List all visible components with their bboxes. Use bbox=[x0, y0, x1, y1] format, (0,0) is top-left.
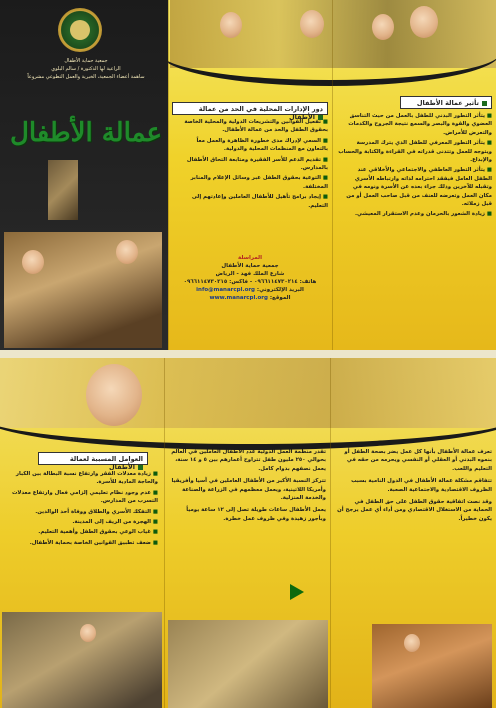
list-item: ■ تقديم الدعم للأسر الفقيرة ومتابعة التحاق الأطفال بالمدارس. bbox=[186, 156, 328, 172]
list-item: ■ يتأثر التطور المعرفي للطفل الذي يترك المدرسة ويتوجه للعمل وتتدنى قدراته في القراءة والكتابة والحساب والإبداع. bbox=[338, 140, 492, 164]
org-line-2: الراعية لها الدكتورة / سالم البلوي bbox=[51, 66, 121, 72]
child-photo bbox=[22, 250, 44, 274]
list-item: ■ غياب الوعي بحقوق الطفل وأهمية التعليم. bbox=[38, 529, 158, 536]
contact-phone: هاتف: ٠٩٦٦١١٤٧٣٠٢١٤ - فاكس: ٠٩٦٦١١٤٧٣٠٢١٥ bbox=[183, 279, 317, 285]
decorative-swoosh bbox=[0, 382, 496, 450]
list-item: ■ ضعف تطبيق القوانين الخاصة بحماية الأطفال. bbox=[29, 539, 158, 546]
stats-paragraph: تتركز النسبة الأكبر من الأطفال العاملين في آسيا وأفريقيا وأمريكا اللاتينية، ويعمل معظمهم في الزراعة والصناعة والخدمة المنزلية. bbox=[171, 478, 326, 502]
stats-paragraph: يعمل الأطفال ساعات طويلة تصل إلى ١٢ ساعة يومياً وبأجور زهيدة وفي ظروف عمل خطرة. bbox=[186, 507, 326, 522]
local-roles-list bbox=[174, 118, 328, 212]
child-photo bbox=[116, 240, 138, 264]
definition-paragraph: تعرف عمالة الأطفال بأنها كل عمل يضر بصحة الطفل أو بنموه البدني أو العقلي أو النفسي ويحرمه من حقه في التعليم واللعب. bbox=[344, 449, 492, 472]
list-item: ■ زيادة معدلات الفقر وارتفاع نسبة البطالة بين الكبار والحاجة المادية للأسرة. bbox=[15, 471, 158, 486]
brochure-title: عمالة الأطفال bbox=[9, 118, 163, 148]
brochure-inner-side bbox=[0, 358, 496, 708]
list-item: ■ السعي لإدراك مدى خطورة الظاهرة والعمل معاً بالتعاون مع المنظمات المحلية والدولية. bbox=[196, 137, 328, 153]
fold-line bbox=[330, 358, 331, 708]
list-item: ■ عدم وجود نظام تعليمي إلزامي فعال وارتفاع معدلات التسرب من المدارس. bbox=[11, 489, 158, 505]
child-photo bbox=[404, 634, 420, 652]
list-item: ■ إيجاد برامج تأهيل للأطفال العاملين وإعادتهم إلى التعليم. bbox=[191, 194, 328, 209]
definition-paragraph: تتفاقم مشكلة عمالة الأطفال في الدول النامية بسبب الظروف الاقتصادية والاجتماعية الصعبة. bbox=[351, 478, 492, 493]
org-line-1: جمعية حماية الأطفال bbox=[64, 58, 108, 64]
list-item: ■ التفكك الأسري والطلاق ووفاة أحد الوالدين. bbox=[35, 508, 158, 515]
section-heading-causes: العوامل المسببة لعمالة الأطفال bbox=[38, 452, 148, 465]
cover-photo-children-bricks bbox=[4, 232, 162, 348]
definition-paragraph: وقد نصت اتفاقية حقوق الطفل على حق الطفل في الحماية من الاستغلال الاقتصادي ومن أداء أي عمل يرجح أن يكون خطيراً. bbox=[337, 499, 492, 522]
section-heading-effects: تأثير عمالة الأطفال bbox=[400, 96, 492, 109]
contact-block bbox=[158, 254, 342, 302]
list-item: ■ زيادة الشعور بالحرمان وعدم الاستقرار المعيشي. bbox=[355, 211, 492, 218]
section-heading-local: دور الإدارات المحلية في الحد من عمالة الأطفال bbox=[172, 102, 328, 115]
contact-org: جمعية حماية الأطفال bbox=[221, 263, 279, 269]
list-item: ■ يتأثر التطور العاطفي والاجتماعي والأخلاقي عند الطفل العامل فيفقد احترامه لذاته وارتباطه الأسري وتقبله للآخرين وذلك جراء بعده عن الأسرة ونومه في مكان العمل وتعرضه للعنف من قبل صاحب العمل أو من قبل زملائه. bbox=[346, 167, 492, 208]
causes-list bbox=[6, 470, 158, 549]
org-line-3: ساهمة أعضاء الجمعية، الخيرية والعمل التطوعي مشروعاً bbox=[27, 74, 145, 80]
child-photo bbox=[80, 624, 96, 642]
contact-email: البريد الإلكتروني: info@manarcpl.org bbox=[196, 287, 304, 293]
contact-heading: المراسلة bbox=[238, 255, 262, 261]
list-item: ■ تفعيل القوانين والتشريعات الدولية والمحلية الخاصة بحقوق الطفل والحد من عمالة الأطفال. bbox=[184, 119, 328, 134]
decorative-arrow bbox=[290, 584, 304, 600]
org-logo bbox=[58, 8, 102, 52]
decorative-swoosh bbox=[160, 20, 496, 86]
cover-photo-child-working bbox=[48, 160, 78, 220]
contact-address: شارع الملك فهد - الرياض bbox=[215, 271, 285, 277]
email-link[interactable]: info@manarcpl.org bbox=[196, 287, 255, 293]
stats-text bbox=[170, 448, 326, 523]
list-item: ■ التوعية بحقوق الطفل عبر وسائل الإعلام والمنابر المختلفة. bbox=[190, 175, 328, 190]
fold-line bbox=[164, 358, 165, 708]
photo-child-labor-field bbox=[168, 620, 328, 708]
effects-list bbox=[338, 112, 492, 221]
cover-panel bbox=[0, 0, 168, 350]
brochure-outer-side bbox=[0, 0, 496, 350]
photo-child-bricks bbox=[372, 624, 492, 708]
list-item: ■ يتأثر التطور البدني للطفل بالعمل من حيث التناسق العضوي والقوة والبصر والسمع نتيجة الجروح والكدمات والتعرض للأمراض. bbox=[348, 113, 492, 136]
definition-text bbox=[336, 448, 492, 523]
sheet-gap bbox=[0, 350, 496, 358]
contact-web: الموقع: www.manarcpl.org bbox=[209, 295, 291, 301]
stats-paragraph: تقدر منظمة العمل الدولية عدد الأطفال العاملين في العالم بحوالي ٢٥٠ مليون طفل تتراوح أعمارهم بين ٥ و ١٤ سنة، يعمل نصفهم بدوام كامل. bbox=[171, 449, 326, 472]
website-link[interactable]: www.manarcpl.org bbox=[209, 295, 268, 301]
list-item: ■ الهجرة من الريف إلى المدينة. bbox=[72, 519, 158, 526]
